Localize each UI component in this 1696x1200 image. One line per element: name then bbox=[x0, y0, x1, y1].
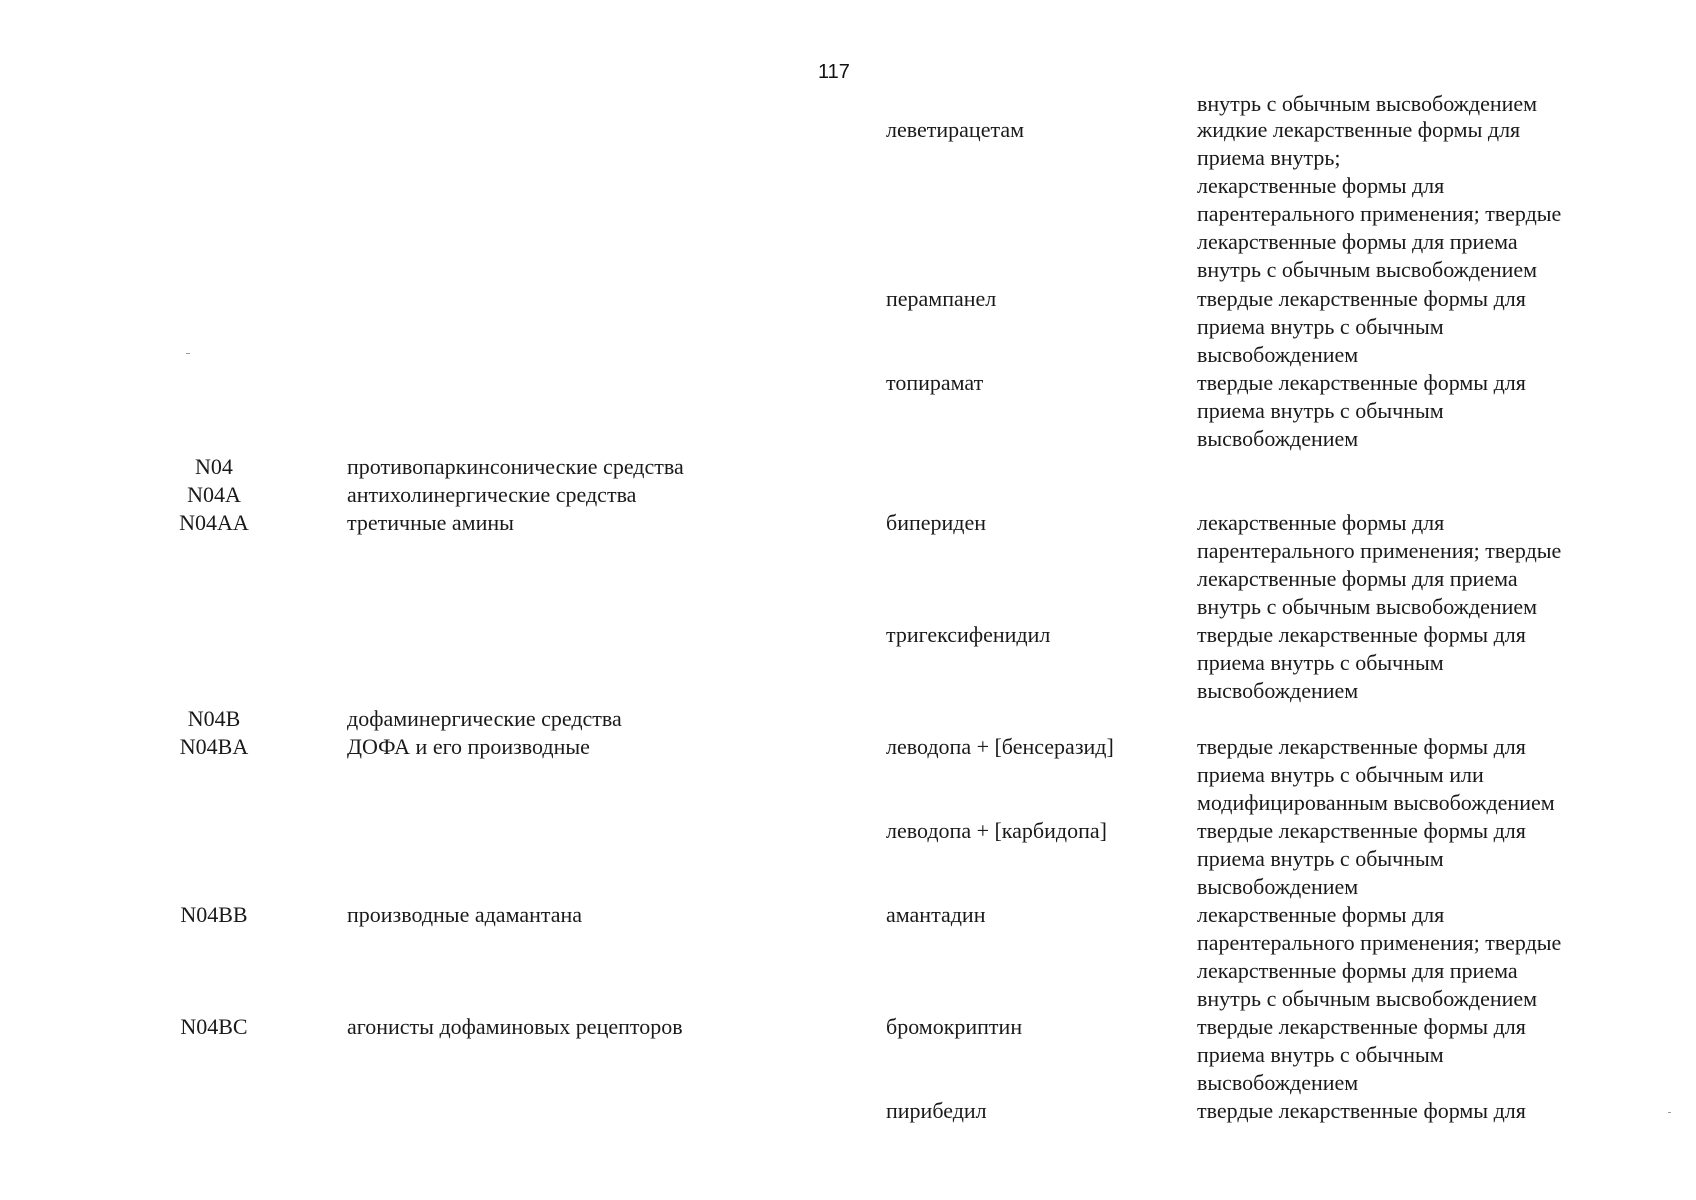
atc-group: противопаркинсонические средства bbox=[347, 454, 684, 479]
form-text: твердые лекарственные формы для приема внутрь с обычным высвобождением bbox=[1197, 1014, 1526, 1095]
drug-name: пирибедил bbox=[886, 1098, 987, 1123]
atc-group: антихолинергические средства bbox=[347, 482, 637, 507]
drug-name: тригексифенидил bbox=[886, 622, 1051, 647]
drug-name: бромокриптин bbox=[886, 1014, 1023, 1039]
form-text: лекарственные формы для парентерального применения; твердые лекарственные формы для приема внутрь с обычным высвобождением bbox=[1197, 510, 1562, 619]
atc-code: N04BA bbox=[179, 734, 249, 759]
atc-code: N04BB bbox=[180, 902, 248, 927]
atc-group: агонисты дофаминовых рецепторов bbox=[347, 1014, 683, 1039]
form-text: лекарственные формы для парентерального применения; твердые лекарственные формы для приема внутрь с обычным высвобождением bbox=[1197, 902, 1562, 1011]
atc-group: производные адамантана bbox=[347, 902, 583, 927]
atc-group: третичные амины bbox=[347, 510, 514, 535]
form-text: жидкие лекарственные формы для приема внутрь; лекарственные формы для парентерального применения; твердые лекарственные формы для приема внутрь с обычным высвобождением bbox=[1197, 117, 1562, 282]
atc-group: дофаминергические средства bbox=[347, 706, 622, 731]
drug-name: бипериден bbox=[886, 510, 987, 535]
atc-group: ДОФА и его производные bbox=[347, 734, 590, 759]
drug-name: леветирацетам bbox=[886, 117, 1025, 142]
drug-name: леводопа + [бенсеразид] bbox=[886, 734, 1114, 759]
page-number: 117 bbox=[818, 61, 850, 83]
drug-name: топирамат bbox=[886, 370, 984, 395]
form-text: твердые лекарственные формы для приема внутрь с обычным высвобождением bbox=[1197, 286, 1526, 367]
form-text: твердые лекарственные формы для приема внутрь с обычным высвобождением bbox=[1197, 370, 1526, 451]
form-text: твердые лекарственные формы для приема внутрь с обычным или модифицированным высвобождением bbox=[1197, 734, 1555, 815]
form-text: внутрь с обычным высвобождением bbox=[1197, 91, 1538, 116]
scan-speck bbox=[186, 353, 190, 354]
atc-code: N04BC bbox=[180, 1014, 248, 1039]
atc-code: N04B bbox=[187, 706, 241, 731]
atc-code: N04AA bbox=[179, 510, 249, 535]
scan-speck bbox=[1668, 1112, 1671, 1113]
form-text: твердые лекарственные формы для приема внутрь с обычным высвобождением bbox=[1197, 818, 1526, 899]
drug-name: перампанел bbox=[886, 286, 997, 311]
form-text: твердые лекарственные формы для bbox=[1197, 1098, 1526, 1123]
form-text: твердые лекарственные формы для приема внутрь с обычным высвобождением bbox=[1197, 622, 1526, 703]
atc-code: N04 bbox=[195, 454, 233, 479]
atc-code: N04A bbox=[187, 482, 241, 507]
drug-name: леводопа + [карбидопа] bbox=[886, 818, 1107, 843]
drug-name: амантадин bbox=[886, 902, 986, 927]
